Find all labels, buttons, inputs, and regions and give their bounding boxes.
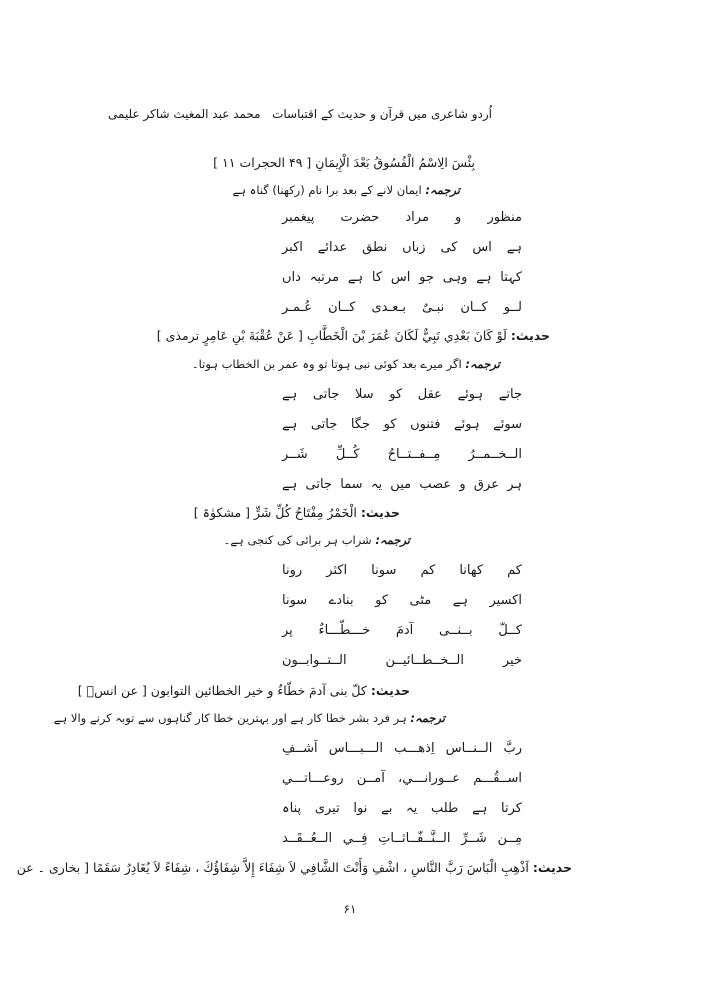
translation-label: ترجمہ: [425,183,460,197]
translation-label: ترجمہ: [375,533,410,547]
verse-line: سوئے ہوئے فتنوں کو جگا جاتی ہے [282,417,522,432]
verse-line: ہر عرق و عصب میں یہ سما جاتی ہے [282,477,522,492]
translation-label: ترجمہ: [410,711,445,725]
translation-line [232,183,460,197]
hadith-text: اَذْهِبِ الْبَاسَ رَبَّ النَّاسِ ، اشْفِ وَأَنْتَ الشَّافِي لاَ شِفَاءَ إِلاَّ شِفَاؤُكَ ، شِفَاءً لاَ يُغَادِرُ سَقَمًا [ بخاری ۔ عن [16,860,529,875]
hadith-quote [78,683,410,698]
translation-line [224,533,410,547]
verse-line: جاتے ہوئے عقل کو سلا جاتی ہے [282,387,522,402]
verse-line: کرتا ہے طلب یہ بے نوا تیری پناہ [282,801,522,816]
hadith-text: لَوْ كَانَ بَعْدِي نَبِيٌّ لَكَانَ عُمَرَ بْنَ الْخَطَّابِ [ عَنْ عُقْبَةَ بْنِ عَامِرٍ ترمذی ] [156,328,507,343]
page-number: ۶۱ [343,902,357,916]
translation-text: اگر میرے بعد کوئی نبی ہوتا تو وہ عمر بن الخطاب ہوتا۔ [191,357,462,371]
verse-line: کم کھانا کم سونا اکثر رونا [282,563,522,578]
author-header: محمد عبد المغیث شاکر علیمی [108,107,261,121]
translation-line [54,711,445,725]
verse-line: ہے اس کی زباں نطق عدائے اکبر [282,240,522,255]
verse-line: مِــن شَــرِّ الــنَّــفّــاثــاتِ فِــي الــعُــقَــد [282,831,522,846]
verse-line: اکسیر ہے مٹی کو بنادے سونا [282,593,522,608]
verse-line: کــلّ بــنــی آدمَ خـــطّـــاءٌ پر [282,623,522,638]
translation-text: ہر فرد بشر خطا کار ہے اور بہترین خطا کار گناہوں سے توبہ کرنے والا ہے [53,711,407,725]
verse-line: اســقُـــم عــورانـــي، آمــن روعـــاتـــي [282,771,522,786]
verse-line: الــخــمــرُ مِــفــتــاحُ کُــلِّ شَــر [282,447,522,462]
hadith-text: الْخَمْرُ مِفْتَاحُ كُلِّ شَرٍّ [ مشکوٰۃ ] [193,505,357,520]
verse-line: منظور و مراد حضرت پیغمبر [282,210,522,225]
hadith-label: حدیث: [360,505,400,520]
hadith-label: حدیث: [370,683,410,698]
hadith-quote [17,860,572,875]
verse-line: خیر الــخــطــائیــن الــتــوابــون [282,653,522,668]
quote-text: بِئْسَ الِاسْمُ الْفُسُوقُ بَعْدَ الْإِيمَانِ [ ۴۹ الحجرات ۱۱ ] [213,155,475,170]
translation-label: ترجمہ: [465,357,500,371]
verse-line: ربَّ الــنــاس اِذهـــب الـــبـــاس اَشــفِ [282,741,522,756]
hadith-label: حدیث: [532,860,572,875]
translation-text: ایمان لانے کے بعد برا نام (رکھنا) گناہ ہے [232,183,422,197]
translation-line [192,357,500,371]
quran-quote [213,155,475,170]
hadith-label: حدیث: [510,328,550,343]
verse-line: لــو کــان نبـیٌ بـعـدی کــان عُـمـر [282,300,522,315]
hadith-text: کلّ بنی آدمَ خطّاءٌ و خیر الخطائین التوابون [ عن انسؓ ] [77,683,367,698]
verse-line: کہتا ہے وہی جو اس کا ہے مرتبہ داں [282,270,522,285]
hadith-quote [194,505,400,520]
translation-text: شراب ہر برائی کی کنجی ہے۔ [223,533,372,547]
hadith-quote [157,328,550,343]
book-title-header: اُردو شاعری میں قرآن و حدیث کے اقتباسات [272,107,492,121]
